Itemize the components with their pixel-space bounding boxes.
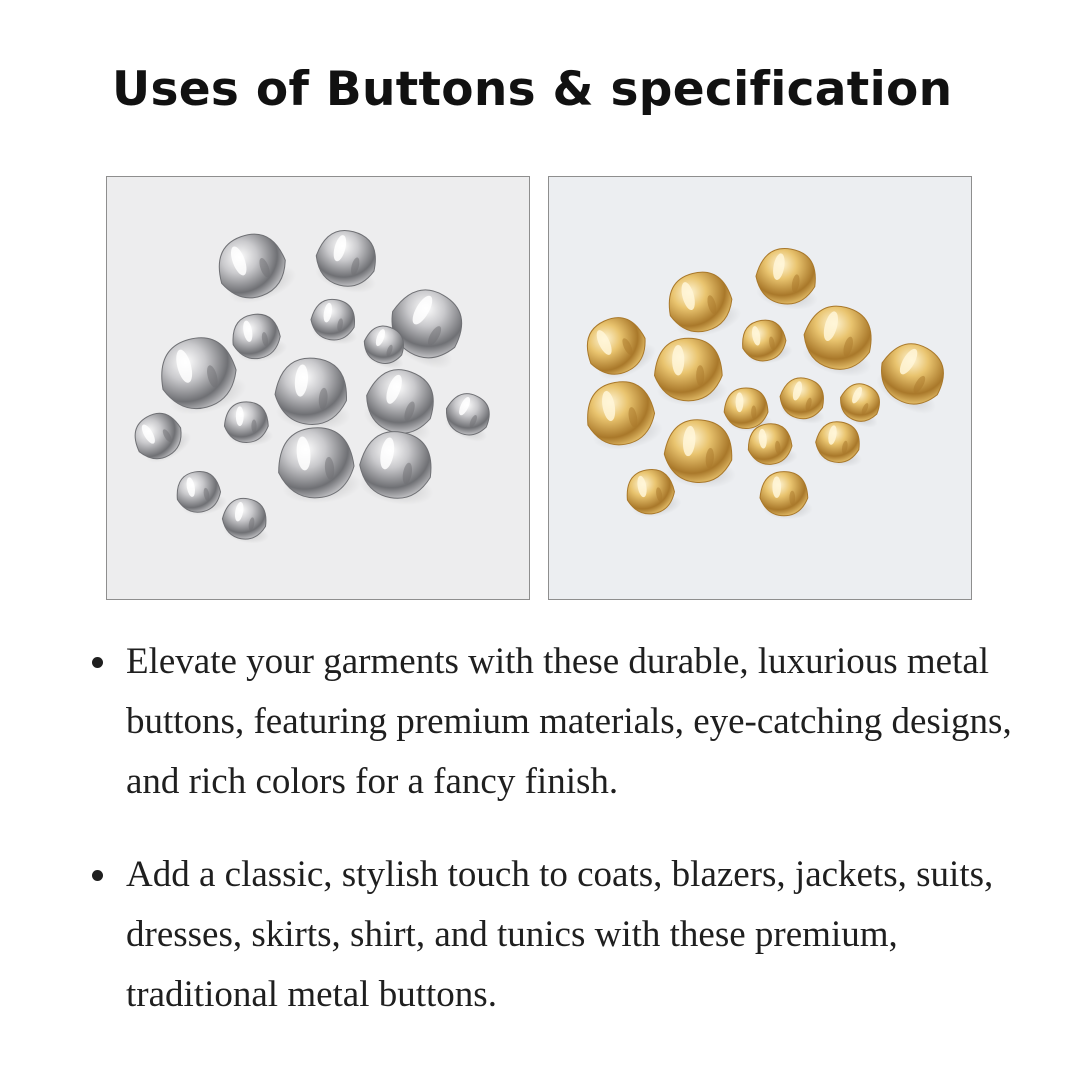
metal-button-icon — [739, 316, 795, 368]
page-title: Uses of Buttons & specification — [112, 62, 953, 117]
metal-button-icon — [309, 224, 387, 299]
metal-button-icon — [775, 373, 834, 428]
metal-button-icon — [308, 296, 364, 348]
feature-text: Elevate your garments with these durable, luxurious metal buttons, featuring premium materials, eye-catching designs, and rich colors for a fancy finish. — [126, 641, 1012, 802]
metal-button-icon — [229, 310, 289, 366]
metal-button-icon — [661, 264, 744, 343]
feature-item — [88, 632, 1038, 812]
metal-button-icon — [173, 467, 229, 519]
metal-button-icon — [577, 306, 661, 388]
metal-button-icon — [796, 299, 884, 383]
silver-buttons-illustration — [107, 177, 529, 599]
metal-button-icon — [219, 495, 275, 547]
feature-text: Add a classic, stylish touch to coats, blazers, jackets, suits, dresses, skirts, shirt, and tunics with these premium, traditional metal buttons. — [126, 854, 994, 1015]
silver-buttons-photo — [106, 176, 530, 600]
metal-button-icon — [760, 472, 813, 520]
metal-button-icon — [438, 387, 501, 447]
metal-button-icon — [581, 376, 665, 455]
metal-button-icon — [655, 338, 728, 406]
metal-button-icon — [868, 333, 960, 423]
metal-button-icon — [354, 426, 443, 510]
metal-button-icon — [224, 402, 273, 446]
gold-buttons-illustration — [549, 177, 971, 599]
metal-button-icon — [209, 223, 301, 312]
feature-item — [88, 845, 1038, 1025]
feature-list — [88, 632, 1038, 1025]
metal-button-icon — [275, 424, 363, 506]
bullet-dot-icon — [92, 657, 103, 668]
metal-button-icon — [751, 244, 826, 314]
metal-button-icon — [812, 418, 868, 470]
metal-button-icon — [662, 417, 741, 491]
gold-buttons-photo — [548, 176, 972, 600]
bullet-dot-icon — [92, 870, 103, 881]
metal-button-icon — [272, 355, 355, 433]
